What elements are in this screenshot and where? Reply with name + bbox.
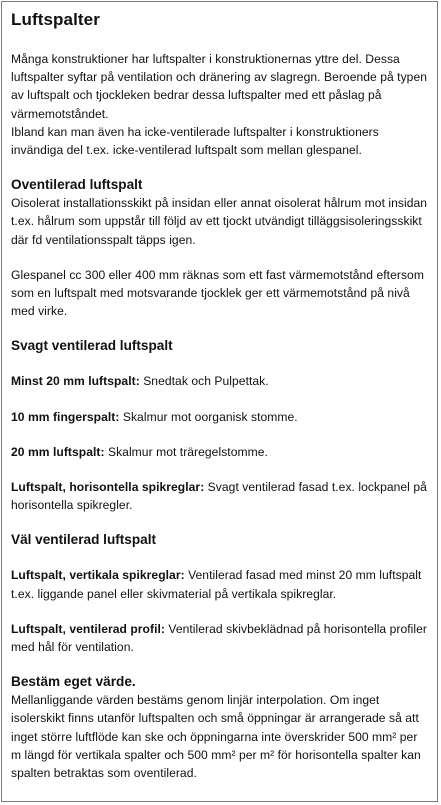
weak-ventilated-heading: Svagt ventilerad luftspalt [11,338,173,354]
well-item-2-term: Luftspalt, ventilerad profil: [11,621,165,636]
well-ventilated-heading: Väl ventilerad luftspalt [11,532,157,548]
unventilated-heading: Oventilerad luftspalt [11,177,143,193]
weak-item-4-desc: Svagt ventilerad fasad t.ex. lockpanel på horisontella spikregler. [11,480,427,513]
intro-paragraph-2: Ibland kan man även ha icke-ventilerade luftspalter i konstruktioners invändiga del t.ex. icke-ventilerad luftspalt som mellan glespanel. [11,124,379,158]
well-item-2-desc: Ventilerad skivbeklädnad på horisontella profiler med hål för ventilation. [11,621,427,655]
intro-paragraph-1: Många konstruktioner har luftspalter i konstruktionernas yttre del. Dessa luftspalter syftar på ventilation och dränering av slagregn. Beroende på typen av luftspalt och tjockleken bedrar dessa luftspalter med ett påslag på värmemotståndet. [11,52,428,121]
unventilated-paragraph-2: Glespanel cc 300 eller 400 mm räknas som ett fast värmemotstånd eftersom som en luftspalt med motsvarande tjocklek ger ett värmemotstånd på nivå med virke. [11,267,424,319]
own-value-paragraph: Mellanliggande värden bestäms genom linjär interpolation. Om inget isolerskikt finns utanför luftspalten och små öppningar är arrangerade så att inget större luftflöde kan ske och öppningarna inte överskrider 500 mm² per m längd för vertikala spalter och 500 mm² per m² för horisontella spalter kan spalten betraktas som oventilerad. [11,693,421,781]
well-item-1-desc: Ventilerad fasad med minst 20 mm luftspalt t.ex. liggande panel eller skivmaterial på vertikala spikreglar. [11,568,422,601]
weak-item-3-term: 20 mm luftspalt: [11,444,105,459]
well-item-1 [11,566,429,602]
unventilated-paragraph-1: Oisolerat installationsskikt på insidan eller annat oisolerat hålrum mot insidan t.ex. hålrum som uppstår till följd av ett tjockt utvändigt tilläggsisoleringsskikt där fd ventilationsspalt täpps igen. [11,196,428,247]
weak-item-3-desc: Skalmur mot träregelstomme. [104,444,268,459]
weak-item-1-term: Minst 20 mm luftspalt: [11,374,140,389]
weak-item-1 [11,372,429,390]
weak-item-4 [11,478,429,514]
own-value-heading: Bestäm eget värde. [11,674,136,690]
weak-item-2-term: 10 mm fingerspalt: [11,409,120,424]
weak-item-2 [11,408,429,426]
info-panel [1,1,438,802]
page-title: Luftspalter [11,10,100,29]
weak-item-4-term: Luftspalt, horisontella spikreglar: [11,480,205,495]
well-item-2 [11,620,429,656]
well-item-1-term: Luftspalt, vertikala spikreglar: [11,568,185,583]
weak-item-2-desc: Skalmur mot oorganisk stomme. [119,409,298,424]
weak-item-1-desc: Snedtak och Pulpettak. [139,374,269,389]
panel-content [11,9,429,782]
weak-item-3 [11,443,429,461]
